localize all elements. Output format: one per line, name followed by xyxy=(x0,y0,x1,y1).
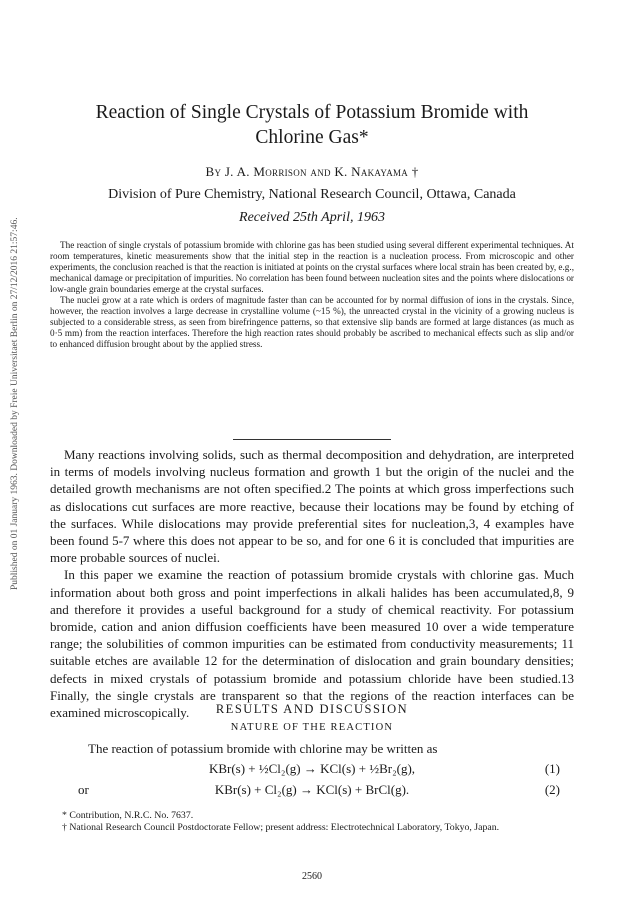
article-title xyxy=(60,100,564,150)
dagger-mark: † xyxy=(411,164,419,179)
author-nakayama: K. Nakayama xyxy=(334,164,409,179)
equation-2-expression: KBr(s) + Cl₂(g) → KCl(s) + BrCl(g). xyxy=(214,782,410,797)
section-heading: RESULTS AND DISCUSSION xyxy=(215,702,409,716)
footnote-2: † National Research Council Postdoctorate Fellow; present address: Electrotechnical Laboratory, Tokyo, Japan. xyxy=(62,822,500,833)
title-line-1: Reaction of Single Crystals of Potassium Bromide with xyxy=(95,102,529,123)
title-line-2: Chlorine Gas* xyxy=(255,127,369,148)
equation-1 xyxy=(50,761,574,779)
equation-2 xyxy=(50,782,574,800)
footnotes xyxy=(50,810,574,834)
by-label: By xyxy=(205,164,222,179)
body-paragraph-1: Many reactions involving solids, such as thermal decomposition and dehydration, are interpreted in terms of models involving nucleus formation and growth 1 but the origin of the nuclei and the detailed growth mechanisms are not often specified.2 The points at which gross imperfections such as dislocations cut surfaces are more reactive, because their locations may be found by etching of the surfaces. While dislocations may provide preferential sites for nucleation,3, 4 examples have been found 5-7 where this does not appear to be so, and for one 6 it is concluded that impurities are more probable sources of nuclei. xyxy=(50,447,574,566)
affiliation: Division of Pure Chemistry, National Research Council, Ottawa, Canada xyxy=(108,187,516,202)
download-sidebar-note: Published on 01 January 1963. Downloaded by Freie Universitaet Berlin on 27/12/2016 21:57:46. xyxy=(10,217,20,590)
body-paragraph-2: In this paper we examine the reaction of potassium bromide crystals with chlorine gas. Much information about both gross and point imperfections in alkali halides has been accumulated,8, 9 and therefore it provides a useful background for a study of chemical reactivity. For potassium bromide, cation and anion diffusion coefficients have been measured 10 over a wide temperature range; the solubilities of common impurities can be estimated from conductivity measurements; 11 suitable etches are available 12 for the determination of dislocation and grain boundary densities; defects in mixed crystals of potassium bromide and potassium chloride have been studied.13 Finally, the single crystals are transparent so that the regions of the reaction interfaces can be examined microscopically. xyxy=(50,567,574,721)
or-label: or xyxy=(78,782,89,797)
author-morrison: J. A. Morrison xyxy=(224,164,307,179)
equation-intro: The reaction of potassium bromide with chlorine may be written as xyxy=(88,741,438,756)
body-text xyxy=(50,446,574,721)
abstract-paragraph-1: The reaction of single crystals of potassium bromide with chlorine gas has been studied using several different experimental techniques. At room temperatures, kinetic measurements show that the initial step in the reaction is a nucleation process. From microscopic and other experiments, the conclusion reached is that the reaction is initiated at points on the crystal surfaces where local strain has been created by, e.g., mechanical damage or precipitation of impurities. No correlation has been found between nucleation sites and the points where dislocations or low-angle grain boundaries emerge at the crystal surfaces. xyxy=(50,240,574,295)
abstract-divider xyxy=(233,439,391,440)
equation-2-number: (2) xyxy=(544,782,560,797)
subsection-heading: NATURE OF THE REACTION xyxy=(230,722,394,733)
abstract xyxy=(50,240,574,350)
author-line xyxy=(60,164,564,180)
and-label: and xyxy=(310,164,331,179)
equation-1-number: (1) xyxy=(544,761,560,776)
abstract-paragraph-2: The nuclei grow at a rate which is orders of magnitude faster than can be accounted for by normal diffusion of ions in the crystals. Since, however, the reaction involves a large decrease in crystalline volume (~15 %), the unreacted crystal in the vicinity of a growing nucleus is subjected to a considerable stress, as seen from birefringence patterns, so that extensive slip bands are formed at large distances (as much as 0·5 mm) from the reaction interfaces. Therefore the high reaction rates should probably be ascribed to mechanical effects such as slip and/or to enhanced diffusion brought about by the applied stress. xyxy=(50,295,574,350)
received-date: Received 25th April, 1963 xyxy=(239,210,385,225)
equation-1-expression: KBr(s) + ½Cl₂(g) → KCl(s) + ½Br₂(g), xyxy=(208,761,416,776)
page-number: 2560 xyxy=(302,871,322,882)
footnote-1: * Contribution, N.R.C. No. 7637. xyxy=(62,810,194,821)
